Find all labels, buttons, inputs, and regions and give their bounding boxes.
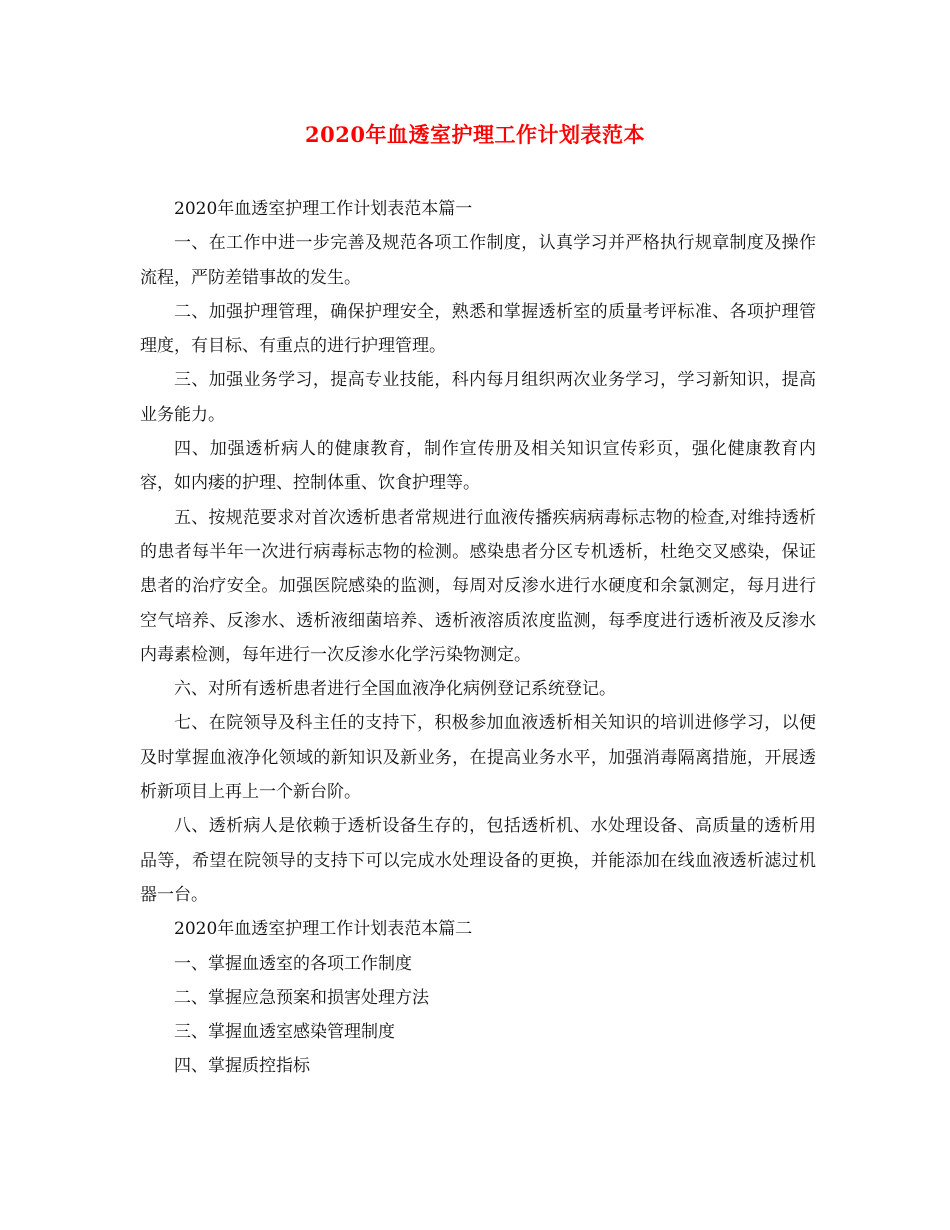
list-item-2: 二、掌握应急预案和损害处理方法 (174, 987, 429, 1008)
paragraph-item-8: 八、透析病人是依赖于透析设备生存的，包括透析机、水处理设备、高质量的透析用品等，希望在院领导的支持下可以完成水处理设备的更换，并能添加在线血液透析滤过机器一台。 (140, 816, 816, 905)
document-body (140, 192, 816, 1084)
list-item-3: 三、掌握血透室感染管理制度 (174, 1022, 395, 1043)
paragraph-item-7: 七、在院领导及科主任的支持下，积极参加血液透析相关知识的培训进修学习，以便及时掌握血液净化领域的新知识及新业务，在提高业务水平，加强消毒隔离措施，开展透析新项目上再上一个新台阶。 (140, 713, 816, 803)
list-item-1: 一、掌握血透室的各项工作制度 (174, 953, 412, 974)
document-title: 2020年血透室护理工作计划表范本 (305, 122, 645, 147)
paragraph-item-1: 一、在工作中进一步完善及规范各项工作制度，认真学习并严格执行规章制度及操作流程，严防差错事故的发生。 (140, 233, 816, 288)
paragraph-item-5: 五、按规范要求对首次透析患者常规进行血液传播疾病病毒标志物的检查,对维持透析的患者每半年一次进行病毒标志物的检测。感染患者分区专机透析，杜绝交叉感染，保证患者的治疗安全。加强医院感染的监测，每周对反渗水进行水硬度和余氯测定，每月进行空气培养、反渗水、透析液细菌培养、透析液溶质浓度监测，每季度进行透析液及反渗水内毒素检测，每年进行一次反渗水化学污染物测定。 (140, 507, 816, 665)
section-heading-1: 2020年血透室护理工作计划表范本篇一 (174, 199, 473, 219)
paragraph-item-2: 二、加强护理管理，确保护理安全，熟悉和掌握透析室的质量考评标准、各项护理管理度，有目标、有重点的进行护理管理。 (140, 301, 816, 357)
paragraph-item-4: 四、加强透析病人的健康教育，制作宣传册及相关知识宣传彩页，强化健康教育内容，如内瘘的护理、控制体重、饮食护理等。 (140, 439, 816, 494)
section-heading-2: 2020年血透室护理工作计划表范本篇二 (174, 919, 473, 940)
list-item-4: 四、掌握质控指标 (174, 1056, 310, 1077)
paragraph-item-6: 六、对所有透析患者进行全国血液净化病例登记系统登记。 (174, 679, 616, 700)
paragraph-item-3: 三、加强业务学习，提高专业技能，科内每月组织两次业务学习，学习新知识，提高业务能力。 (140, 370, 816, 425)
